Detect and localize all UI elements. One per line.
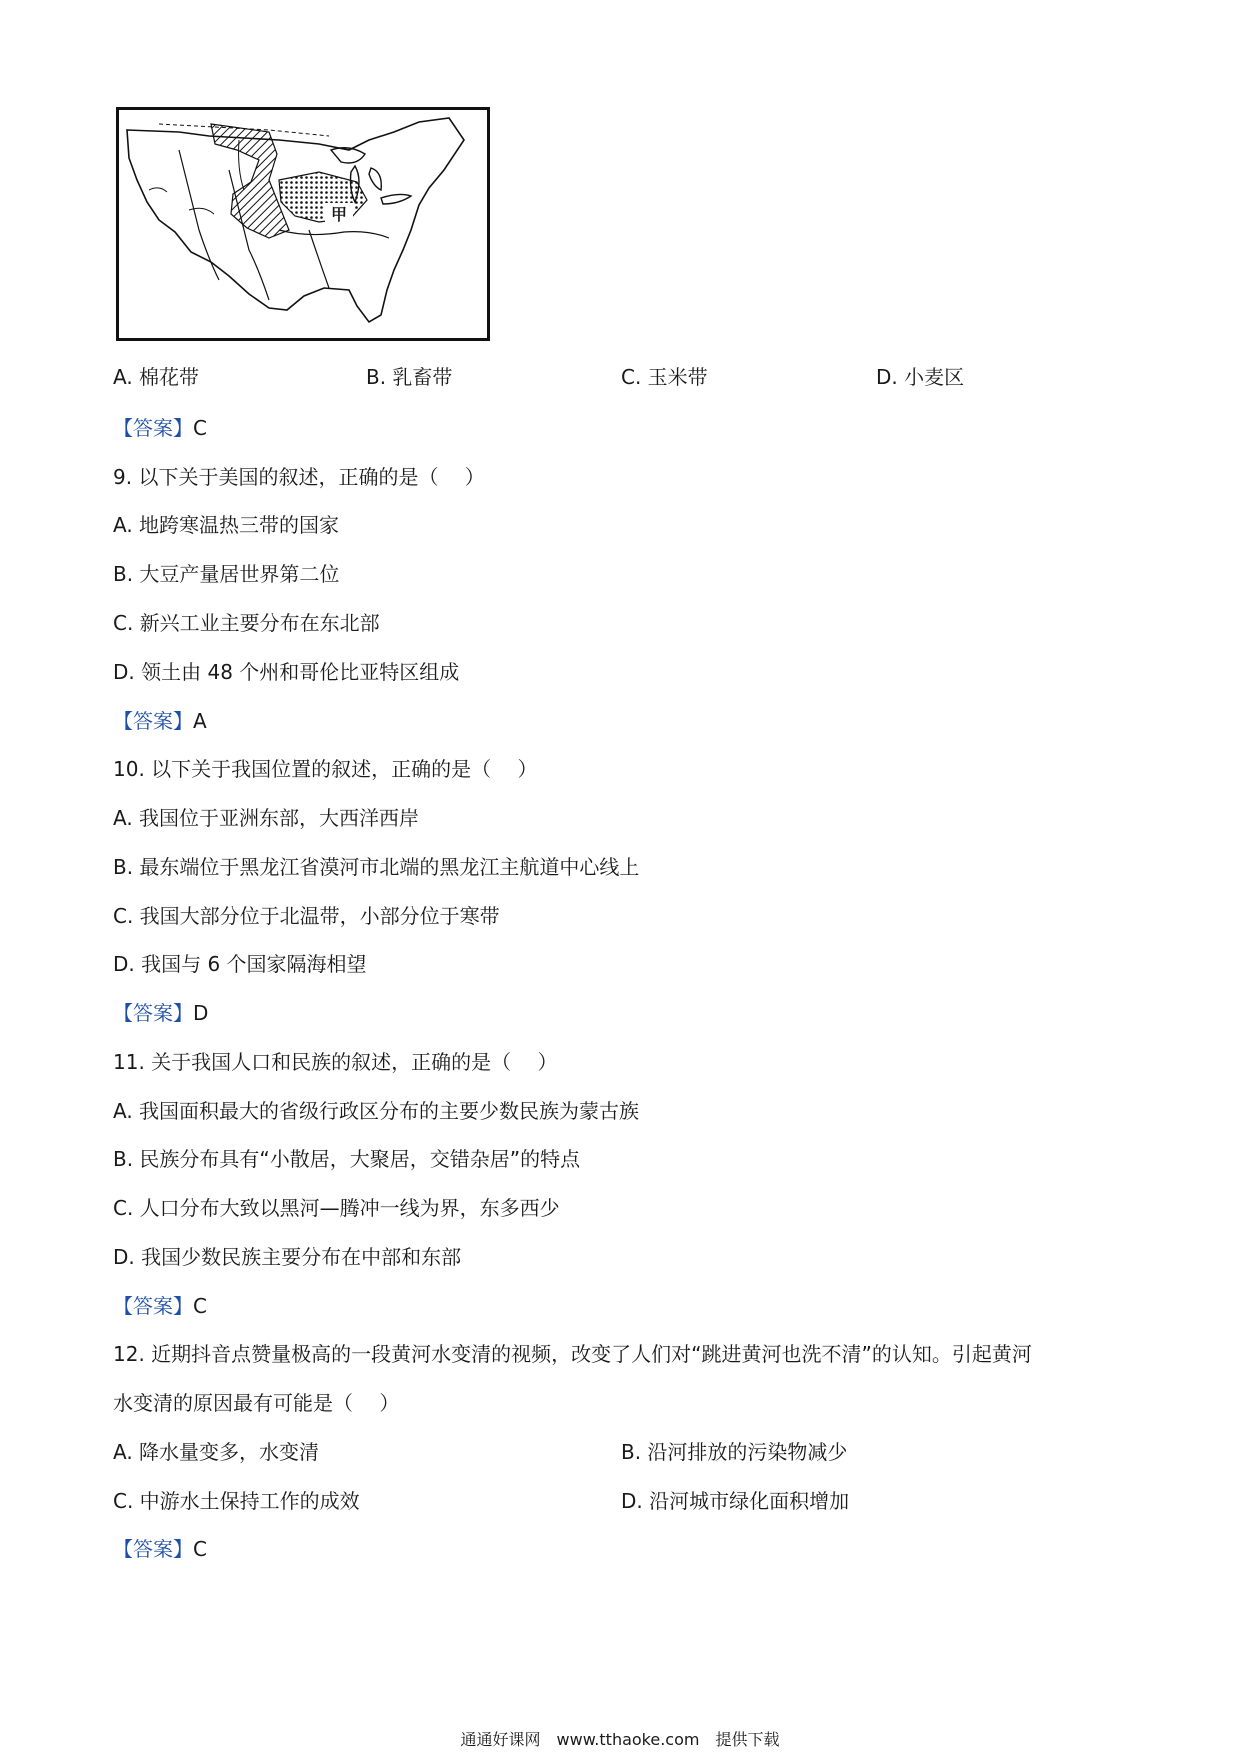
answer-tag: 【答案】 [113, 1294, 193, 1318]
wheat-region [211, 124, 289, 238]
map-label-jia: 甲 [325, 203, 353, 227]
q9-option-a: A. 地跨寒温热三带的国家 [113, 513, 340, 537]
answer-value: C [193, 416, 207, 440]
q8-answer [113, 415, 207, 441]
q10-option-a: A. 我国位于亚洲东部，大西洋西岸 [113, 806, 420, 830]
country-outline [127, 118, 464, 322]
q9-option-d: D. 领土由 48 个州和哥伦比亚特区组成 [113, 660, 460, 684]
q12-stem-line1: 12. 近期抖音点赞量极高的一段黄河水变清的视频，改变了人们对“跳进黄河也洗不清”的认知。引起黄河 [113, 1342, 1032, 1366]
map-drawing [119, 110, 487, 338]
q8-option-b: B. 乳畜带 [366, 365, 453, 389]
answer-value: C [193, 1294, 207, 1318]
q12-option-d: D. 沿河城市绿化面积增加 [621, 1489, 850, 1513]
q11-option-d: D. 我国少数民族主要分布在中部和东部 [113, 1245, 462, 1269]
q8-option-a: A. 棉花带 [113, 365, 200, 389]
lake-erie [381, 194, 411, 204]
q10-stem: 10. 以下关于我国位置的叙述，正确的是（ ） [113, 757, 538, 781]
answer-value: D [193, 1001, 209, 1025]
q10-option-b: B. 最东端位于黑龙江省漠河市北端的黑龙江主航道中心线上 [113, 855, 640, 879]
q10-answer [113, 1000, 208, 1026]
q11-option-c: C. 人口分布大致以黑河—腾冲一线为界，东多西少 [113, 1196, 560, 1220]
q10-option-c: C. 我国大部分位于北温带，小部分位于寒带 [113, 904, 500, 928]
answer-value: A [193, 709, 207, 733]
q9-option-c: C. 新兴工业主要分布在东北部 [113, 611, 380, 635]
q12-stem-line2: 水变清的原因最有可能是（ ） [113, 1391, 400, 1415]
answer-tag: 【答案】 [113, 416, 193, 440]
q12-option-b: B. 沿河排放的污染物减少 [621, 1440, 848, 1464]
answer-value: C [193, 1537, 207, 1561]
answer-tag: 【答案】 [113, 709, 193, 733]
answer-tag: 【答案】 [113, 1001, 193, 1025]
corn-region [279, 172, 367, 222]
q9-answer [113, 708, 207, 734]
footer-watermark: 通通好课网 www.tthaoke.com 提供下载 [460, 1730, 780, 1749]
q8-option-c: C. 玉米带 [621, 365, 708, 389]
q8-option-d: D. 小麦区 [876, 365, 965, 389]
q9-option-b: B. 大豆产量居世界第二位 [113, 562, 340, 586]
us-agriculture-map [116, 107, 490, 341]
q12-answer [113, 1536, 207, 1562]
lake-huron [369, 168, 381, 190]
q12-option-a: A. 降水量变多，水变清 [113, 1440, 320, 1464]
q11-stem: 11. 关于我国人口和民族的叙述，正确的是（ ） [113, 1050, 558, 1074]
q12-option-c: C. 中游水土保持工作的成效 [113, 1489, 360, 1513]
q11-answer [113, 1293, 207, 1319]
q10-option-d: D. 我国与 6 个国家隔海相望 [113, 952, 367, 976]
q11-option-a: A. 我国面积最大的省级行政区分布的主要少数民族为蒙古族 [113, 1099, 640, 1123]
q11-option-b: B. 民族分布具有“小散居，大聚居，交错杂居”的特点 [113, 1147, 581, 1171]
q9-stem: 9. 以下关于美国的叙述，正确的是（ ） [113, 465, 485, 489]
answer-tag: 【答案】 [113, 1537, 193, 1561]
